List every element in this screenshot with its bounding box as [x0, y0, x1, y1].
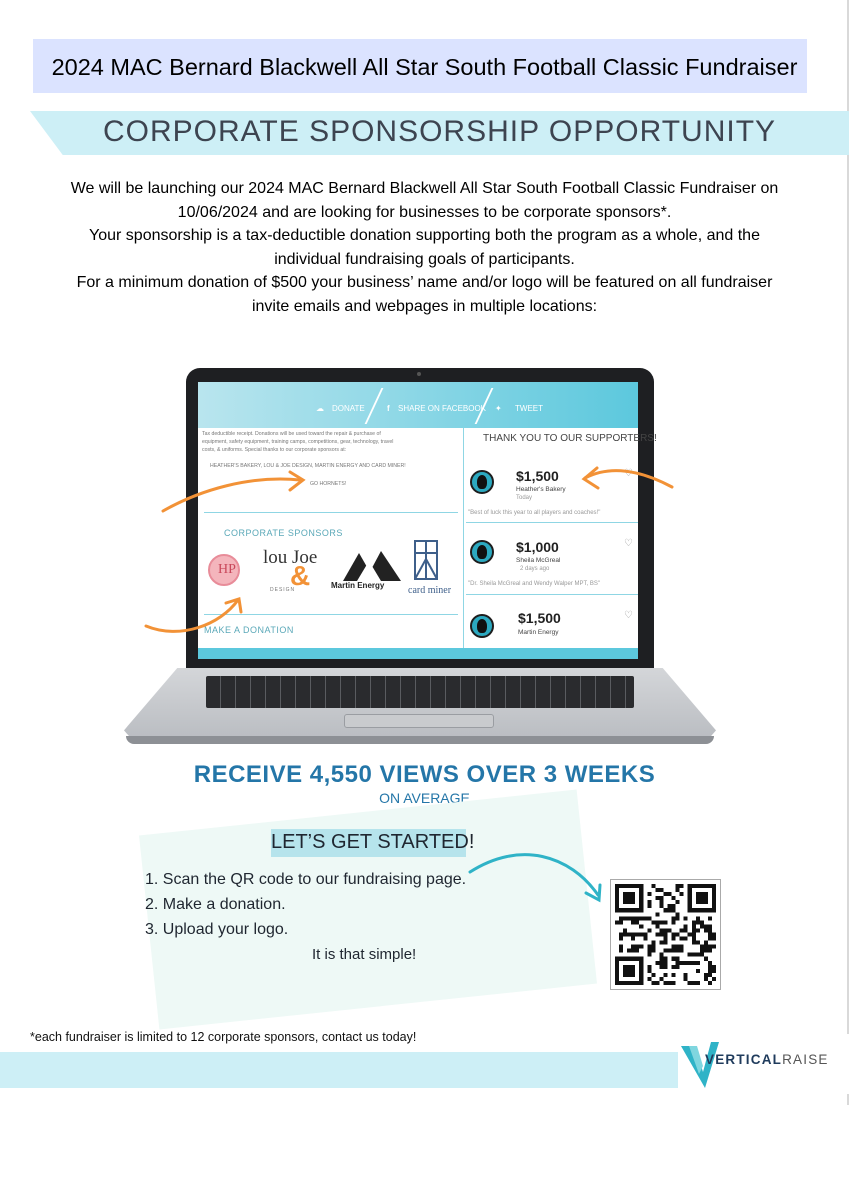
- screen-make-donation: MAKE A DONATION: [204, 625, 294, 635]
- screen-facebook-icon: f: [387, 404, 390, 413]
- step-item: 1. Scan the QR code to our fundraising page.: [145, 871, 467, 888]
- sponsor-limit-note: *each fundraiser is limited to 12 corporate sponsors, contact us today!: [30, 1030, 417, 1044]
- supporter-note: "Best of luck this year to all players and coaches!": [468, 510, 601, 516]
- page-title: 2024 MAC Bernard Blackwell All Star South Football Classic Fundraiser: [51, 54, 798, 80]
- views-subheading: ON AVERAGE: [379, 790, 470, 806]
- lou-joe-design-sub: DESIGN: [270, 587, 296, 593]
- supporter-amount: $1,000: [516, 539, 559, 555]
- lou-joe-ampersand: &: [290, 560, 311, 591]
- martin-energy-mountain-icon: [343, 549, 401, 581]
- screen-description: costs, & uniforms. Special thanks to our corporate sponsors at:: [202, 447, 347, 453]
- supporter-name: Martin Energy: [518, 629, 559, 636]
- screen-tweet-label: TWEET: [515, 404, 543, 413]
- card-miner-logo: card miner: [408, 585, 452, 596]
- supporter-name: Sheila McGreal: [516, 557, 561, 564]
- screen-footer-bar: [198, 648, 638, 659]
- screen-divider-slash: [365, 388, 383, 424]
- supporter-note: "Dr. Sheila McGreal and Wendy Walper MPT, BS": [468, 581, 600, 587]
- screen-twitter-icon: ✦: [495, 404, 502, 413]
- screen-description: equipment, safety equipment, training camps, competitions, gear, technology, travel: [202, 439, 394, 445]
- fundraiser-page-screenshot: [198, 382, 657, 659]
- supporter-name: Heather's Bakery: [516, 486, 566, 493]
- intro-line: individual fundraising goals of participants.: [274, 250, 575, 268]
- screen-go-hornets: GO HORNETS!: [310, 481, 347, 487]
- lou-joe-design-logo: lou Joe: [263, 547, 318, 568]
- qr-code[interactable]: [610, 879, 721, 990]
- screen-share-label: SHARE ON FACEBOOK: [398, 404, 487, 413]
- closing-line: It is that simple!: [312, 946, 417, 963]
- screen-action-bar: [198, 382, 638, 428]
- qr-code-icon: [615, 884, 716, 985]
- card-miner-monogram-icon: [413, 539, 439, 581]
- supporter-time: Today: [516, 495, 533, 501]
- screen-corporate-sponsors-heading: CORPORATE SPONSORS: [224, 528, 343, 538]
- intro-line: invite emails and webpages in multiple locations:: [251, 297, 598, 315]
- screen-donate-icon: ☁: [316, 404, 324, 413]
- laptop-base-edge: [126, 736, 714, 744]
- views-headline: RECEIVE 4,550 VIEWS OVER 3 WEEKS: [193, 761, 656, 788]
- supporter-time: 2 days ago: [520, 566, 550, 572]
- heathers-bakery-logo: [208, 554, 240, 586]
- supporter-avatar: [470, 470, 494, 494]
- screen-donate-label: DONATE: [332, 404, 365, 413]
- intro-line: We will be launching our 2024 MAC Bernard Blackwell All Star South Football Classic Fundraiser on: [70, 180, 779, 197]
- intro-line: Your sponsorship is a tax-deductible donation supporting both the program as a whole, and the: [89, 227, 760, 244]
- screen-description: Tax deductible receipt. Donations will be used toward the repair & purchase of: [202, 431, 381, 437]
- webcam: [417, 372, 421, 376]
- step-item: 2. Make a donation.: [145, 896, 286, 913]
- screen-thank-you-heading: THANK YOU TO OUR SUPPORTERS!: [483, 433, 657, 444]
- steps-list: [145, 867, 466, 942]
- martin-energy-logo: Martin Energy: [331, 581, 385, 590]
- intro-paragraph: [15, 177, 834, 318]
- banner-heading: CORPORATE SPONSORSHIP OPPORTUNITY: [102, 115, 777, 148]
- supporter-avatar: [470, 614, 494, 638]
- supporter-amount: $1,500: [516, 468, 559, 484]
- screen-rule: [466, 594, 638, 595]
- screen-column-divider: [463, 428, 464, 648]
- screen-rule: [204, 614, 458, 615]
- screen-rule: [466, 522, 638, 523]
- intro-line: For a minimum donation of $500 your business’ name and/or logo will be featured on all fundraiser: [76, 274, 773, 291]
- heart-icon: ♡: [624, 610, 633, 621]
- supporter-avatar: [470, 540, 494, 564]
- laptop-touchpad: [344, 714, 494, 728]
- heathers-bakery-monogram: HP: [218, 562, 236, 577]
- heart-icon: ♡: [624, 538, 633, 549]
- teal-arrow-head-icon: [586, 885, 600, 900]
- verticalraise-logo: [705, 1052, 829, 1067]
- lets-get-started-heading: LET’S GET STARTED!: [271, 831, 475, 853]
- step-item: 3. Upload your logo.: [145, 921, 289, 938]
- heart-icon: ♡: [624, 468, 633, 479]
- screen-rule: [204, 512, 458, 513]
- intro-line: 10/06/2024 and are looking for businesses to be corporate sponsors*.: [177, 203, 672, 221]
- supporter-amount: $1,500: [518, 610, 561, 626]
- screen-sponsor-list: HEATHER'S BAKERY, LOU & JOE DESIGN, MARTIN ENERGY AND CARD MINER!: [210, 463, 406, 469]
- brand-vertical: VERTICAL: [705, 1052, 783, 1067]
- brand-raise: RAISE: [782, 1052, 829, 1067]
- laptop-keyboard: [206, 676, 634, 708]
